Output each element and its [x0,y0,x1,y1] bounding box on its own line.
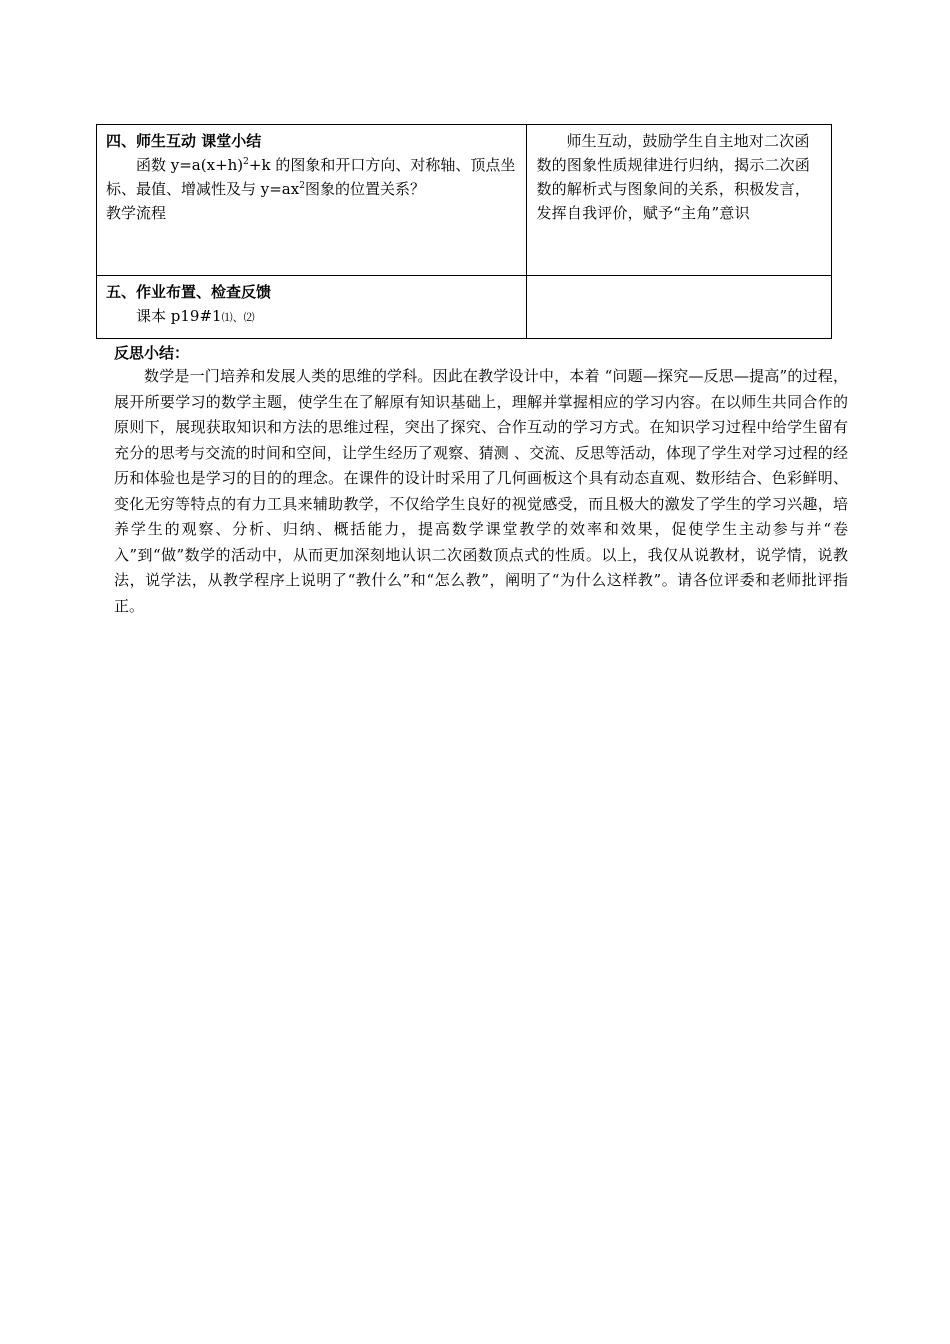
section5-design-note-cell [527,276,832,339]
lesson-plan-table [96,124,832,339]
teaching-flow-label: 教学流程 [106,204,167,222]
homework-line [106,304,518,330]
section5-heading: 五、作业布置、检查反馈 [106,283,272,301]
question-superscript-1: 2 [243,157,249,167]
question-superscript-2: 2 [299,181,305,191]
table-row-section5 [97,276,832,339]
section4-content-cell [97,125,527,276]
homework-prefix: 课本 p19#1 [136,307,222,325]
section4-question [106,153,518,201]
section4-design-note: 师生互动，鼓励学生自主地对二次函数的图象性质规律进行归纳，揭示二次函数的解析式与图象间的关系，积极发言，发挥自我评价，赋予“主角”意识 [536,132,811,222]
reflection-title: 反思小结： [114,344,190,362]
section4-heading: 四、师生互动 课堂小结 [106,132,262,150]
question-middle: +k 的图象和开口方向、对称轴、顶点坐标、最值、增减性及与 y=ax [106,156,516,198]
homework-items: ⑴、⑵ [221,311,255,324]
reflection-section [114,342,848,619]
question-prefix: 函数 y=a(x+h) [136,156,244,174]
question-suffix: 图象的位置关系？ [304,180,425,198]
section5-content-cell [97,276,527,339]
section4-design-note-cell [527,125,832,276]
reflection-body: 数学是一门培养和发展人类的思维的学科。因此在教学设计中，本着 “问题—探究—反思—提高”的过程，展开所要学习的数学主题，使学生在了解原有知识基础上，理解并掌握相应的学习内容。在以师生共同合作的原则下，展现获取知识和方法的思维过程，突出了探究、合作互动的学习方式。在知识学习过程中给学生留有充分的思考与交流的时间和空间，让学生经历了观察、猜测 、交流、反思等活动，体现了学生对学习过程的经历和体验也是学习的目的的理念。在课件的设计时采用了几何画板这个具有动态直观、数形结合、色彩鲜明、变化无穷等特点的有力工具来辅助教学，不仅给学生良好的视觉感受，而且极大的激发了学生的学习兴趣，培养学生的观察、分析、归纳、概括能力，提高数学课堂教学的效率和效果，促使学生主动参与并“卷入”到“做”数学的活动中，从而更加深刻地认识二次函数顶点式的性质。以上，我仅从说教材，说学情，说教法，说学法，从教学程序上说明了“教什么”和“怎么教”，阐明了“为什么这样教”。请各位评委和老师批评指正。 [114,367,848,615]
table-row-section4 [97,125,832,276]
